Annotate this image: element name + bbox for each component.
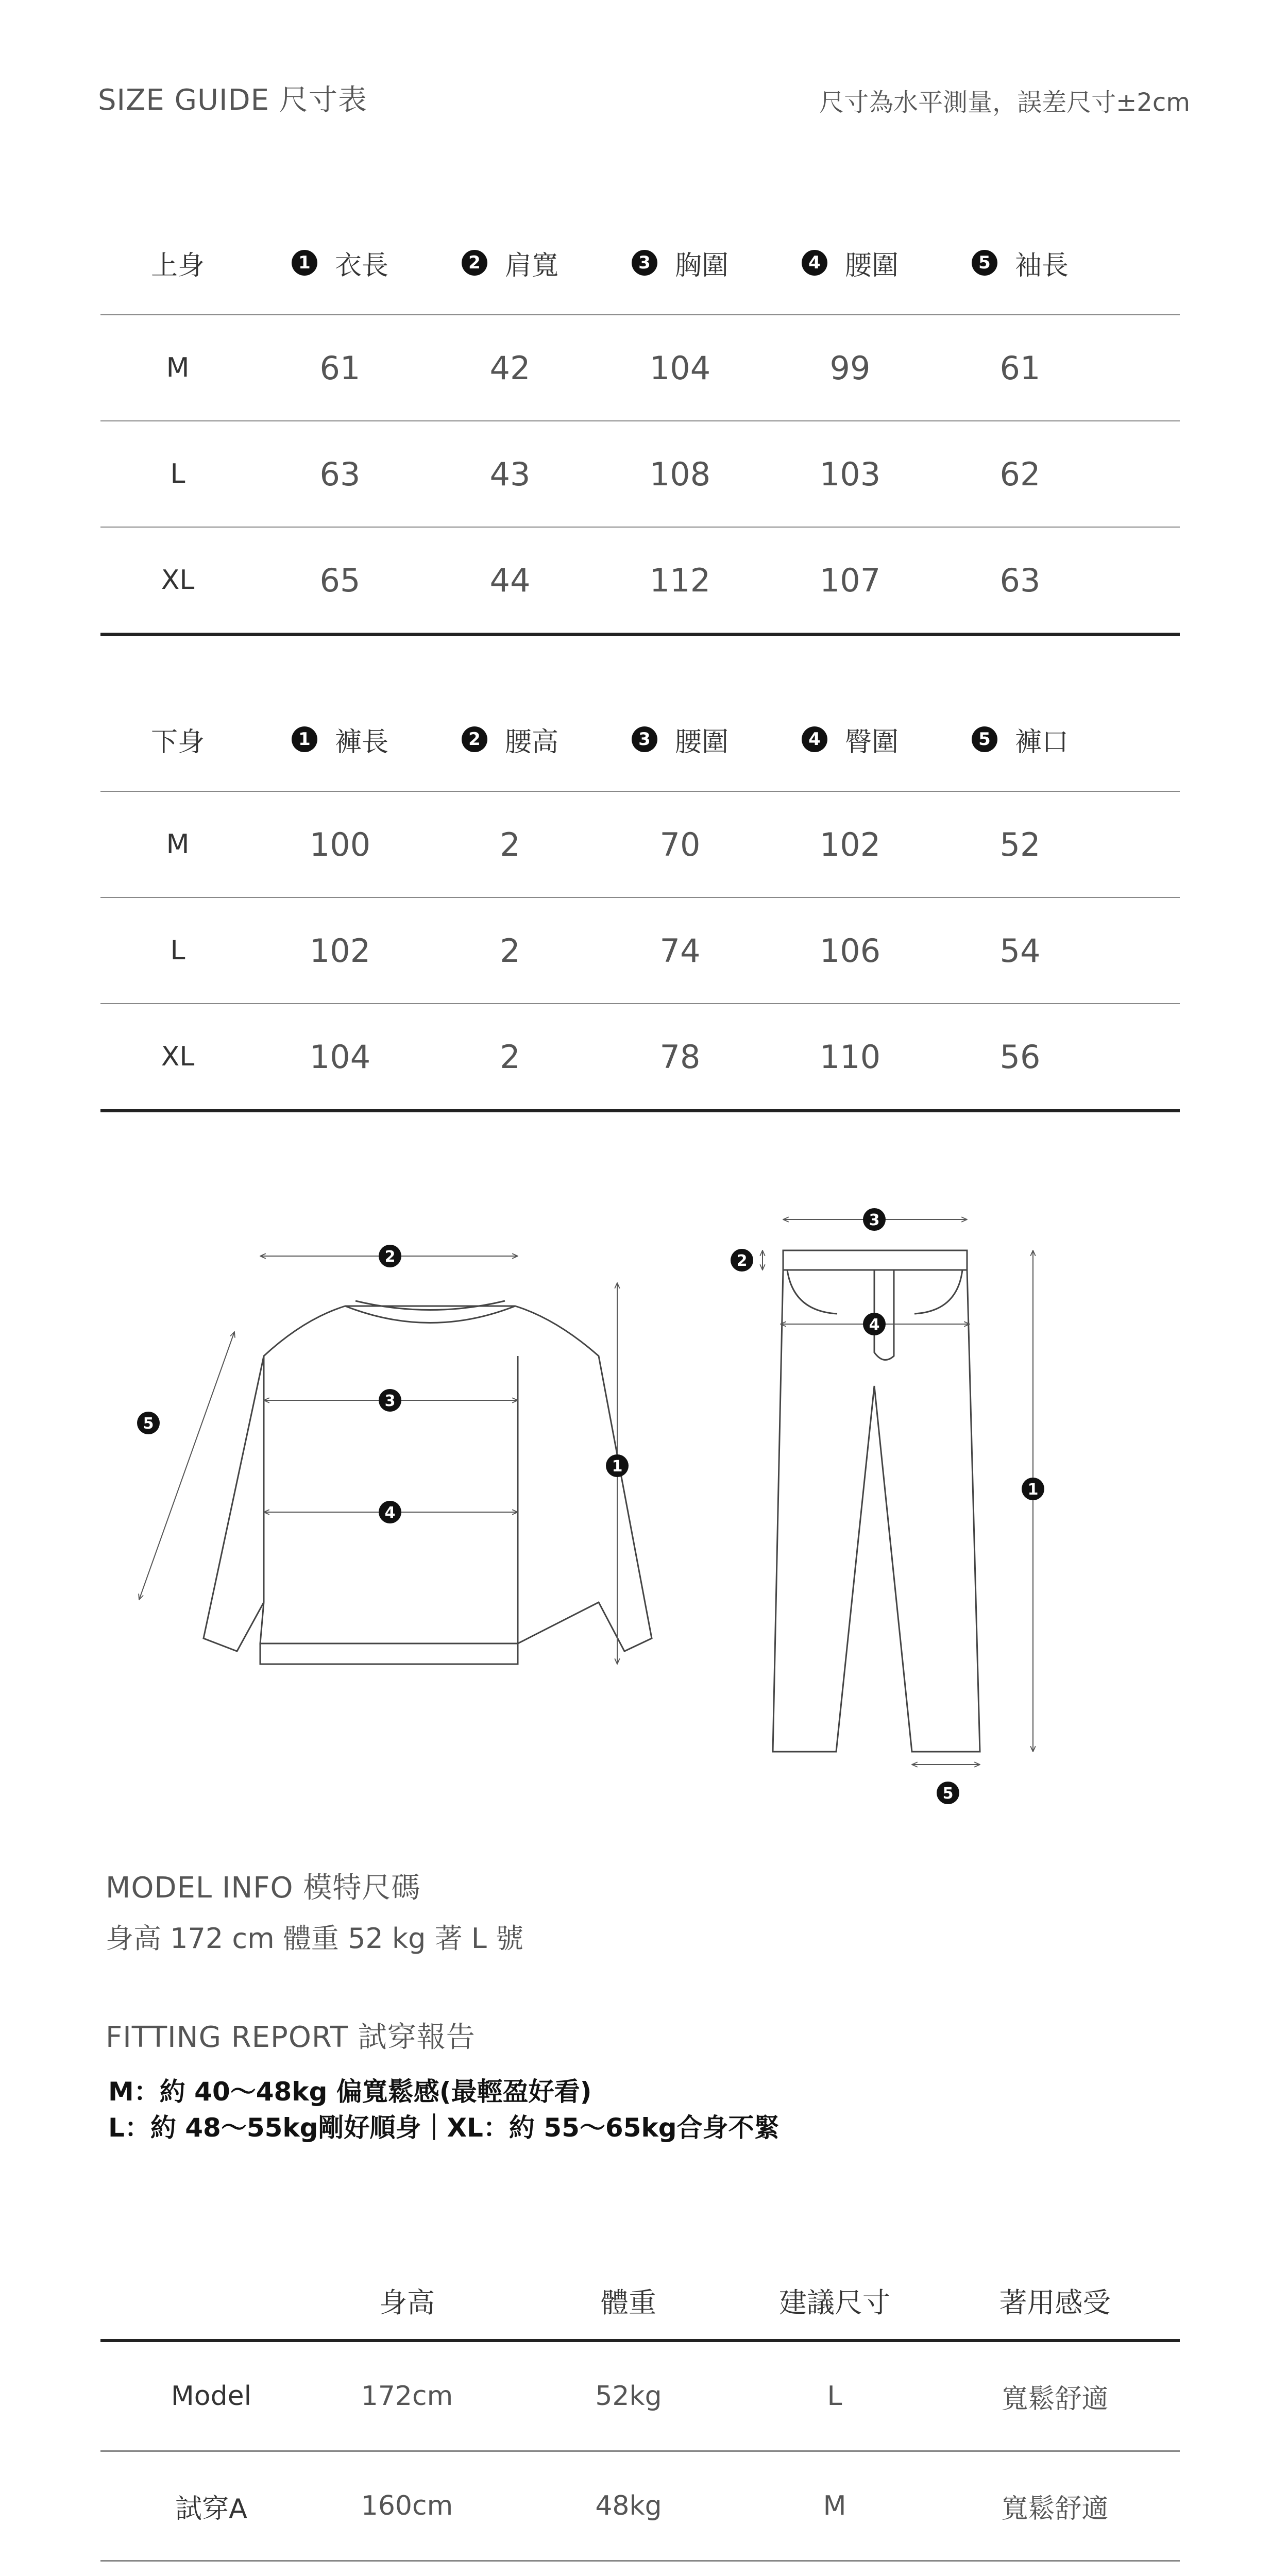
fitting-line-2: L：約 48～55kg剛好順身｜XL：約 55～65kg合身不緊	[108, 2113, 780, 2143]
bottom-size-table	[100, 688, 1180, 1112]
bottom-col-1: 1 褲長	[255, 688, 425, 791]
tester-height: 172cm	[361, 2381, 453, 2412]
top-col-5: 5 袖長	[935, 211, 1105, 314]
number-badge: 4	[802, 250, 827, 276]
number-badge: 1	[292, 726, 317, 752]
number-badge: 3	[632, 726, 657, 752]
table-row	[100, 315, 1180, 421]
pants-waistband	[783, 1250, 967, 1270]
tester-feel: 寬鬆舒適	[1001, 2383, 1109, 2415]
svg-text:1: 1	[1027, 1481, 1039, 1499]
table-cell: 104	[309, 1038, 371, 1076]
tester-height: 160cm	[361, 2490, 453, 2521]
size-label: M	[166, 352, 190, 383]
table-cell: 2	[500, 825, 520, 863]
table-row	[100, 792, 1180, 898]
tester-name	[100, 2562, 322, 2576]
table-cell: 62	[999, 455, 1041, 493]
top-col-4: 4 腰圍	[765, 211, 935, 314]
header-height: 身高	[379, 2286, 435, 2319]
tester-size: L	[827, 2381, 842, 2412]
top-table-label: 上身	[150, 250, 205, 281]
pants-pocket-left	[787, 1270, 837, 1314]
svg-text:5: 5	[143, 1415, 154, 1433]
size-label: L	[170, 459, 185, 489]
svg-text:1: 1	[612, 1458, 623, 1476]
table-row	[100, 421, 1180, 528]
shirt-number-badges	[137, 1245, 629, 1523]
tester-feel	[930, 2562, 1180, 2576]
model-info-text: 身高 172 cm 體重 52 kg 著 L 號	[106, 1922, 524, 1955]
table-cell: 74	[659, 931, 701, 970]
table-cell: 99	[829, 349, 871, 387]
header-cell	[100, 2262, 296, 2339]
garment-measurement-diagram	[0, 1175, 1288, 1844]
table-cell: 61	[319, 349, 361, 387]
pants-outline	[773, 1270, 980, 1752]
table-cell: 102	[819, 825, 881, 863]
table-cell: 102	[309, 931, 371, 970]
top-table-header	[100, 211, 1180, 315]
top-col-3: 3 胸圍	[595, 211, 765, 314]
table-cell: 43	[489, 455, 531, 493]
tester-feel: 寬鬆舒適	[1001, 2493, 1109, 2524]
measurement-note: 尺寸為水平測量，誤差尺寸±2cm	[819, 88, 1190, 117]
number-badge: 5	[972, 726, 997, 752]
tester-size: M	[823, 2490, 846, 2521]
svg-text:2: 2	[736, 1252, 748, 1270]
table-cell: 107	[819, 561, 881, 599]
tester-size	[739, 2562, 930, 2576]
size-label: L	[170, 935, 185, 966]
table-cell: 108	[649, 455, 711, 493]
table-cell: 63	[999, 561, 1041, 599]
bottom-table-label: 下身	[150, 726, 205, 758]
bottom-table-header	[100, 688, 1180, 792]
top-size-table	[100, 211, 1180, 636]
shirt-collar	[345, 1306, 515, 1323]
table-cell: 70	[659, 825, 701, 863]
table-cell: 110	[819, 1038, 881, 1076]
bottom-col-3: 3 腰圍	[595, 688, 765, 791]
svg-text:4: 4	[384, 1504, 396, 1522]
svg-text:3: 3	[869, 1211, 880, 1229]
svg-text:3: 3	[384, 1392, 396, 1410]
top-col-2: 2 肩寬	[425, 211, 595, 314]
table-cell: 2	[500, 931, 520, 970]
shirt-diagram	[204, 1301, 652, 1664]
size-label: M	[166, 829, 190, 860]
number-badge: 2	[462, 250, 487, 276]
tester-name: Model	[171, 2381, 252, 2412]
tester-height	[296, 2562, 518, 2576]
table-cell: 112	[649, 561, 711, 599]
number-badge: 4	[802, 726, 827, 752]
table-cell: 56	[999, 1038, 1041, 1076]
table-cell: 65	[319, 561, 361, 599]
number-badge: 2	[462, 726, 487, 752]
size-guide-title: SIZE GUIDE 尺寸表	[98, 83, 367, 117]
table-cell: 54	[999, 931, 1041, 970]
svg-text:5: 5	[942, 1785, 954, 1803]
table-cell: 63	[319, 455, 361, 493]
table-cell: 100	[309, 825, 371, 863]
fitting-table	[100, 2262, 1180, 2576]
svg-text:4: 4	[869, 1316, 880, 1334]
table-cell: 42	[489, 349, 531, 387]
tester-weight	[518, 2562, 739, 2576]
tester-weight: 48kg	[595, 2490, 662, 2521]
svg-text:2: 2	[384, 1248, 396, 1266]
table-cell: 103	[819, 455, 881, 493]
header-weight: 體重	[601, 2286, 656, 2319]
number-badge: 3	[632, 250, 657, 276]
table-row	[100, 2562, 1180, 2576]
size-label: XL	[161, 1041, 195, 1072]
bottom-col-4: 4 臀圍	[765, 688, 935, 791]
table-row	[100, 898, 1180, 1004]
fitting-line-1: M：約 40～48kg 偏寬鬆感(最輕盈好看)	[108, 2077, 592, 2107]
bottom-col-5: 5 褲口	[935, 688, 1105, 791]
model-info-title: MODEL INFO 模特尺碼	[106, 1871, 421, 1905]
shirt-body-outline	[204, 1306, 652, 1651]
header-size: 建議尺寸	[779, 2286, 890, 2319]
table-cell: 52	[999, 825, 1041, 863]
table-row	[100, 2452, 1180, 2562]
header-feel: 著用感受	[999, 2286, 1111, 2319]
table-row	[100, 1004, 1180, 1112]
number-badge: 5	[972, 250, 997, 276]
pants-pocket-right	[914, 1270, 962, 1314]
table-cell: 104	[649, 349, 711, 387]
tester-name: 試穿A	[175, 2493, 247, 2524]
fitting-report-title: FITTING REPORT 試穿報告	[106, 2021, 476, 2054]
size-label: XL	[161, 565, 195, 596]
top-col-1: 1 衣長	[255, 211, 425, 314]
table-cell: 44	[489, 561, 531, 599]
bottom-col-2: 2 腰高	[425, 688, 595, 791]
table-cell: 2	[500, 1038, 520, 1076]
number-badge: 1	[292, 250, 317, 276]
table-row	[100, 2342, 1180, 2452]
fitting-table-header	[100, 2262, 1180, 2342]
table-row	[100, 528, 1180, 636]
table-cell: 106	[819, 931, 881, 970]
shirt-hem-band	[260, 1643, 518, 1664]
tester-weight: 52kg	[595, 2381, 662, 2412]
table-cell: 61	[999, 349, 1041, 387]
table-cell: 78	[659, 1038, 701, 1076]
